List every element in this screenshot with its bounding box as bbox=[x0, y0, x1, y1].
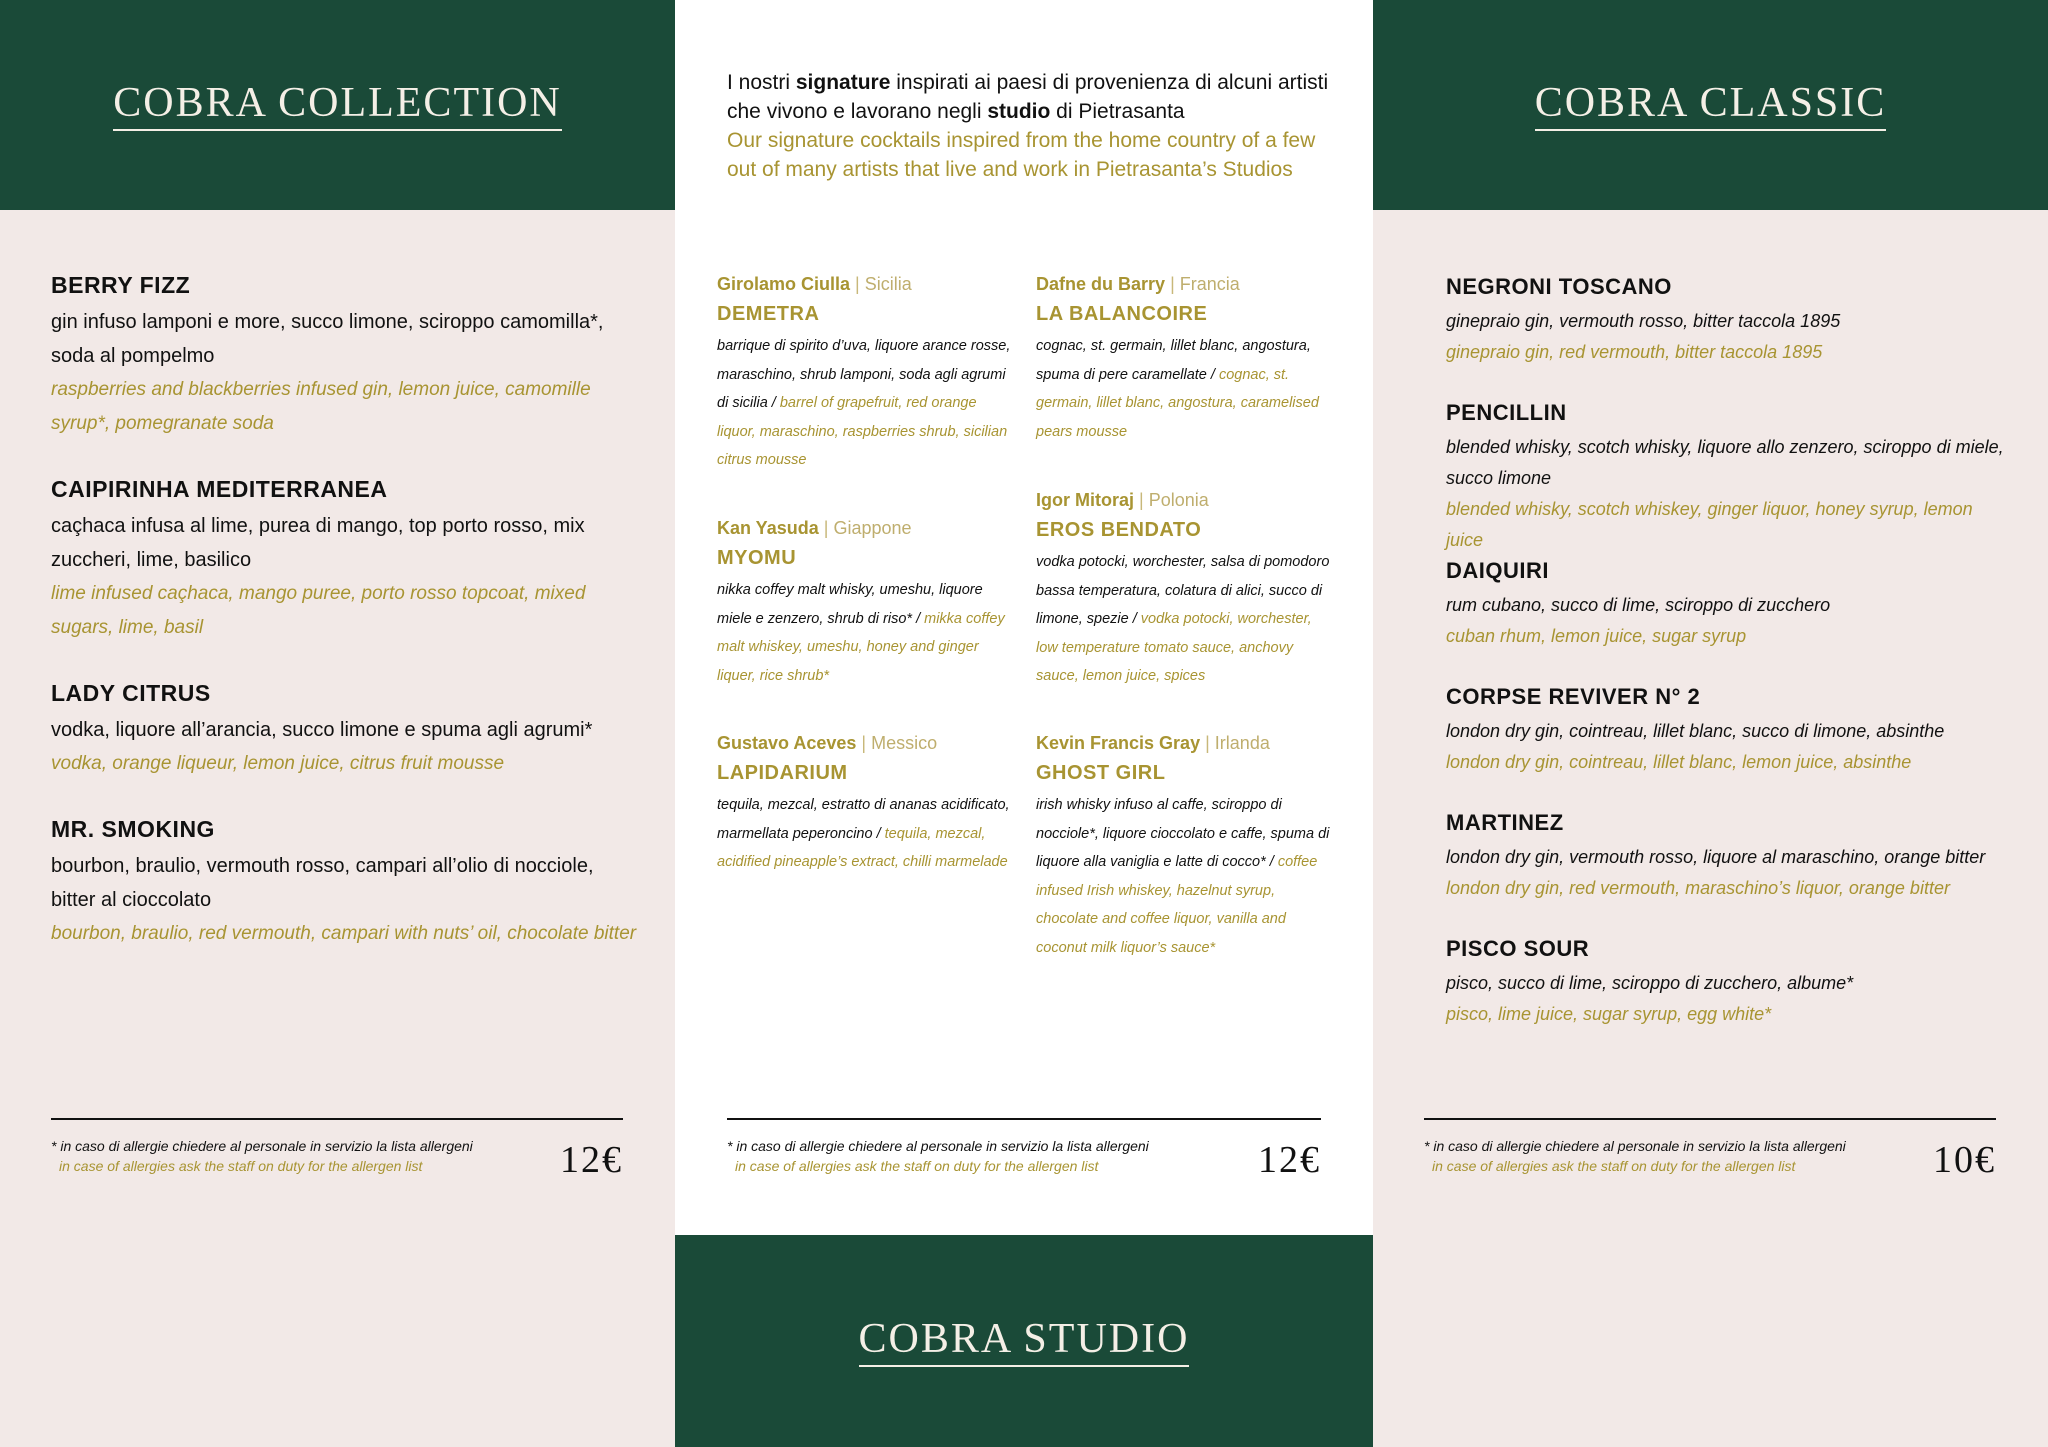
menu-item bbox=[1446, 810, 2006, 904]
allergen-footer bbox=[727, 1118, 1321, 1200]
menu-item bbox=[1446, 400, 2006, 556]
signature-card bbox=[717, 518, 1017, 690]
signature-card bbox=[717, 274, 1017, 475]
item-desc-it: vodka, liquore all’arancia, succo limone e spuma agli agrumi* bbox=[51, 719, 593, 741]
classic-title: COBRA CLASSIC bbox=[1535, 79, 1887, 131]
item-name: MR. SMOKING bbox=[51, 816, 215, 842]
artist-line: Kevin Francis Gray | Irlanda bbox=[1036, 733, 1270, 753]
item-desc-en: blended whisky, scotch whiskey, ginger liquor, honey syrup, lemon juice bbox=[1446, 499, 1973, 550]
signature-card bbox=[717, 733, 1017, 877]
studio-header bbox=[675, 1235, 1373, 1447]
collection-header bbox=[0, 0, 675, 210]
item-desc-en: raspberries and blackberries infused gin, lemon juice, camomille syrup*, pomegranate soda bbox=[51, 379, 591, 434]
item-desc-en: ginepraio gin, red vermouth, bitter taccola 1895 bbox=[1446, 342, 1823, 362]
allergen-note-it: * in caso di allergie chiedere al personale in servizio la lista allergeni bbox=[1424, 1138, 1846, 1154]
item-desc-it: gin infuso lamponi e more, succo limone, sciroppo camomilla*, soda al pompelmo bbox=[51, 311, 604, 367]
classic-header bbox=[1373, 0, 2048, 210]
menu-item bbox=[1446, 936, 2006, 1030]
item-desc-en: cuban rhum, lemon juice, sugar syrup bbox=[1446, 626, 1747, 646]
item-name: BERRY FIZZ bbox=[51, 272, 191, 298]
item-desc-it: bourbon, braulio, vermouth rosso, campari all’olio di nocciole, bitter al cioccolato bbox=[51, 855, 594, 911]
collection-title: COBRA COLLECTION bbox=[113, 79, 562, 131]
item-name: MARTINEZ bbox=[1446, 810, 1564, 835]
item-name: CORPSE REVIVER N° 2 bbox=[1446, 684, 1701, 709]
item-name: PENCILLIN bbox=[1446, 400, 1567, 425]
menu-item bbox=[1446, 558, 2006, 652]
allergen-note bbox=[1424, 1136, 1846, 1176]
artist-line: Dafne du Barry | Francia bbox=[1036, 274, 1240, 294]
allergen-note-en: in case of allergies ask the staff on duty for the allergen list bbox=[59, 1158, 423, 1174]
studio-intro bbox=[727, 68, 1347, 184]
item-desc-en: vodka, orange liqueur, lemon juice, citrus fruit mousse bbox=[51, 753, 505, 774]
item-desc-en: london dry gin, red vermouth, maraschino’s liquor, orange bitter bbox=[1446, 878, 1950, 898]
price: 10€ bbox=[1933, 1139, 1996, 1181]
allergen-note-it: * in caso di allergie chiedere al personale in servizio la lista allergeni bbox=[51, 1138, 473, 1154]
allergen-note-it: * in caso di allergie chiedere al personale in servizio la lista allergeni bbox=[727, 1138, 1149, 1154]
cocktail-name: MYOMU bbox=[717, 547, 797, 569]
signature-card bbox=[1036, 274, 1336, 446]
item-desc-it: london dry gin, cointreau, lillet blanc, succo di limone, absinthe bbox=[1446, 721, 1945, 741]
item-desc-it: pisco, succo di lime, sciroppo di zucchero, albume* bbox=[1446, 973, 1854, 993]
menu-item bbox=[51, 816, 641, 951]
item-name: CAIPIRINHA MEDITERRANEA bbox=[51, 476, 388, 502]
intro-it: I nostri signature inspirati ai paesi di provenienza di alcuni artisti che vivono e lavorano negli studio di Pietrasanta bbox=[727, 71, 1329, 123]
artist-line: Kan Yasuda | Giappone bbox=[717, 518, 912, 538]
item-desc-en: london dry gin, cointreau, lillet blanc, lemon juice, absinthe bbox=[1446, 752, 1912, 772]
allergen-note-en: in case of allergies ask the staff on duty for the allergen list bbox=[1432, 1158, 1796, 1174]
cocktail-name: LA BALANCOIRE bbox=[1036, 303, 1208, 325]
signature-card bbox=[1036, 733, 1336, 962]
menu-item bbox=[1446, 274, 2006, 368]
item-desc-it: blended whisky, scotch whisky, liquore allo zenzero, sciroppo di miele, succo limone bbox=[1446, 437, 2004, 488]
cocktail-name: LAPIDARIUM bbox=[717, 762, 848, 784]
item-desc-en: lime infused caçhaca, mango puree, porto rosso topcoat, mixed sugars, lime, basil bbox=[51, 583, 586, 638]
artist-line: Gustavo Aceves | Messico bbox=[717, 733, 938, 753]
item-desc-it: caçhaca infusa al lime, purea di mango, top porto rosso, mix zuccheri, lime, basilico bbox=[51, 515, 585, 571]
menu-item bbox=[51, 680, 641, 781]
allergen-footer bbox=[51, 1118, 623, 1200]
item-name: NEGRONI TOSCANO bbox=[1446, 274, 1672, 299]
item-desc-en: pisco, lime juice, sugar syrup, egg white* bbox=[1446, 1004, 1772, 1024]
cocktail-desc: vodka potocki, worchester, salsa di pomodoro bassa temperatura, colatura di alici, succo di limone, spezie / vodka potocki, worchester, low temperature tomato sauce, anchovy sauce, lemon juice, spices bbox=[1036, 554, 1330, 684]
allergen-footer bbox=[1424, 1118, 1996, 1200]
studio-title: COBRA STUDIO bbox=[859, 1315, 1190, 1367]
artist-line: Igor Mitoraj | Polonia bbox=[1036, 490, 1209, 510]
signature-card bbox=[1036, 490, 1336, 691]
cocktail-desc: irish whisky infuso al caffe, sciroppo di nocciole*, liquore cioccolato e caffe, spuma di liquore alla vaniglia e latte di cocco* / coffee infused Irish whiskey, hazelnut syrup, chocolate and coffee liquor, vanilla and coconut milk liquor’s sauce* bbox=[1036, 797, 1330, 956]
allergen-note-en: in case of allergies ask the staff on duty for the allergen list bbox=[735, 1158, 1099, 1174]
cocktail-name: GHOST GIRL bbox=[1036, 762, 1166, 784]
menu-item bbox=[1446, 684, 2006, 778]
item-name: PISCO SOUR bbox=[1446, 936, 1590, 961]
artist-line: Girolamo Ciulla | Sicilia bbox=[717, 274, 912, 294]
cocktail-name: DEMETRA bbox=[717, 303, 820, 325]
intro-en: Our signature cocktails inspired from the home country of a few out of many artists that live and work in Pietrasanta’s Studios bbox=[727, 129, 1316, 181]
cocktail-desc: nikka coffey malt whisky, umeshu, liquore miele e zenzero, shrub di riso* / mikka coffey malt whiskey, umeshu, honey and ginger liquer, rice shrub* bbox=[717, 582, 1005, 684]
item-name: LADY CITRUS bbox=[51, 680, 211, 706]
menu-item bbox=[51, 272, 641, 441]
item-desc-en: bourbon, braulio, red vermouth, campari with nuts’ oil, chocolate bitter bbox=[51, 923, 637, 944]
item-desc-it: london dry gin, vermouth rosso, liquore al maraschino, orange bitter bbox=[1446, 847, 1986, 867]
item-name: DAIQUIRI bbox=[1446, 558, 1549, 583]
item-desc-it: ginepraio gin, vermouth rosso, bitter taccola 1895 bbox=[1446, 311, 1841, 331]
price: 12€ bbox=[1258, 1139, 1321, 1181]
item-desc-it: rum cubano, succo di lime, sciroppo di zucchero bbox=[1446, 595, 1831, 615]
cocktail-name: EROS BENDATO bbox=[1036, 519, 1202, 541]
cocktail-desc: cognac, st. germain, lillet blanc, angostura, spuma di pere caramellate / cognac, st. germain, lillet blanc, angostura, caramelised pears mousse bbox=[1036, 338, 1319, 440]
cocktail-desc: tequila, mezcal, estratto di ananas acidificato, marmellata peperoncino / tequila, mezcal, acidified pineapple’s extract, chilli marmelade bbox=[717, 797, 1010, 870]
allergen-note bbox=[727, 1136, 1149, 1176]
price: 12€ bbox=[560, 1139, 623, 1181]
menu-item bbox=[51, 476, 641, 645]
allergen-note bbox=[51, 1136, 473, 1176]
cocktail-desc: barrique di spirito d’uva, liquore arance rosse, maraschino, shrub lamponi, soda agli agrumi di sicilia / barrel of grapefruit, red orange liquor, maraschino, raspberries shrub, sicilian citrus mousse bbox=[717, 338, 1011, 468]
